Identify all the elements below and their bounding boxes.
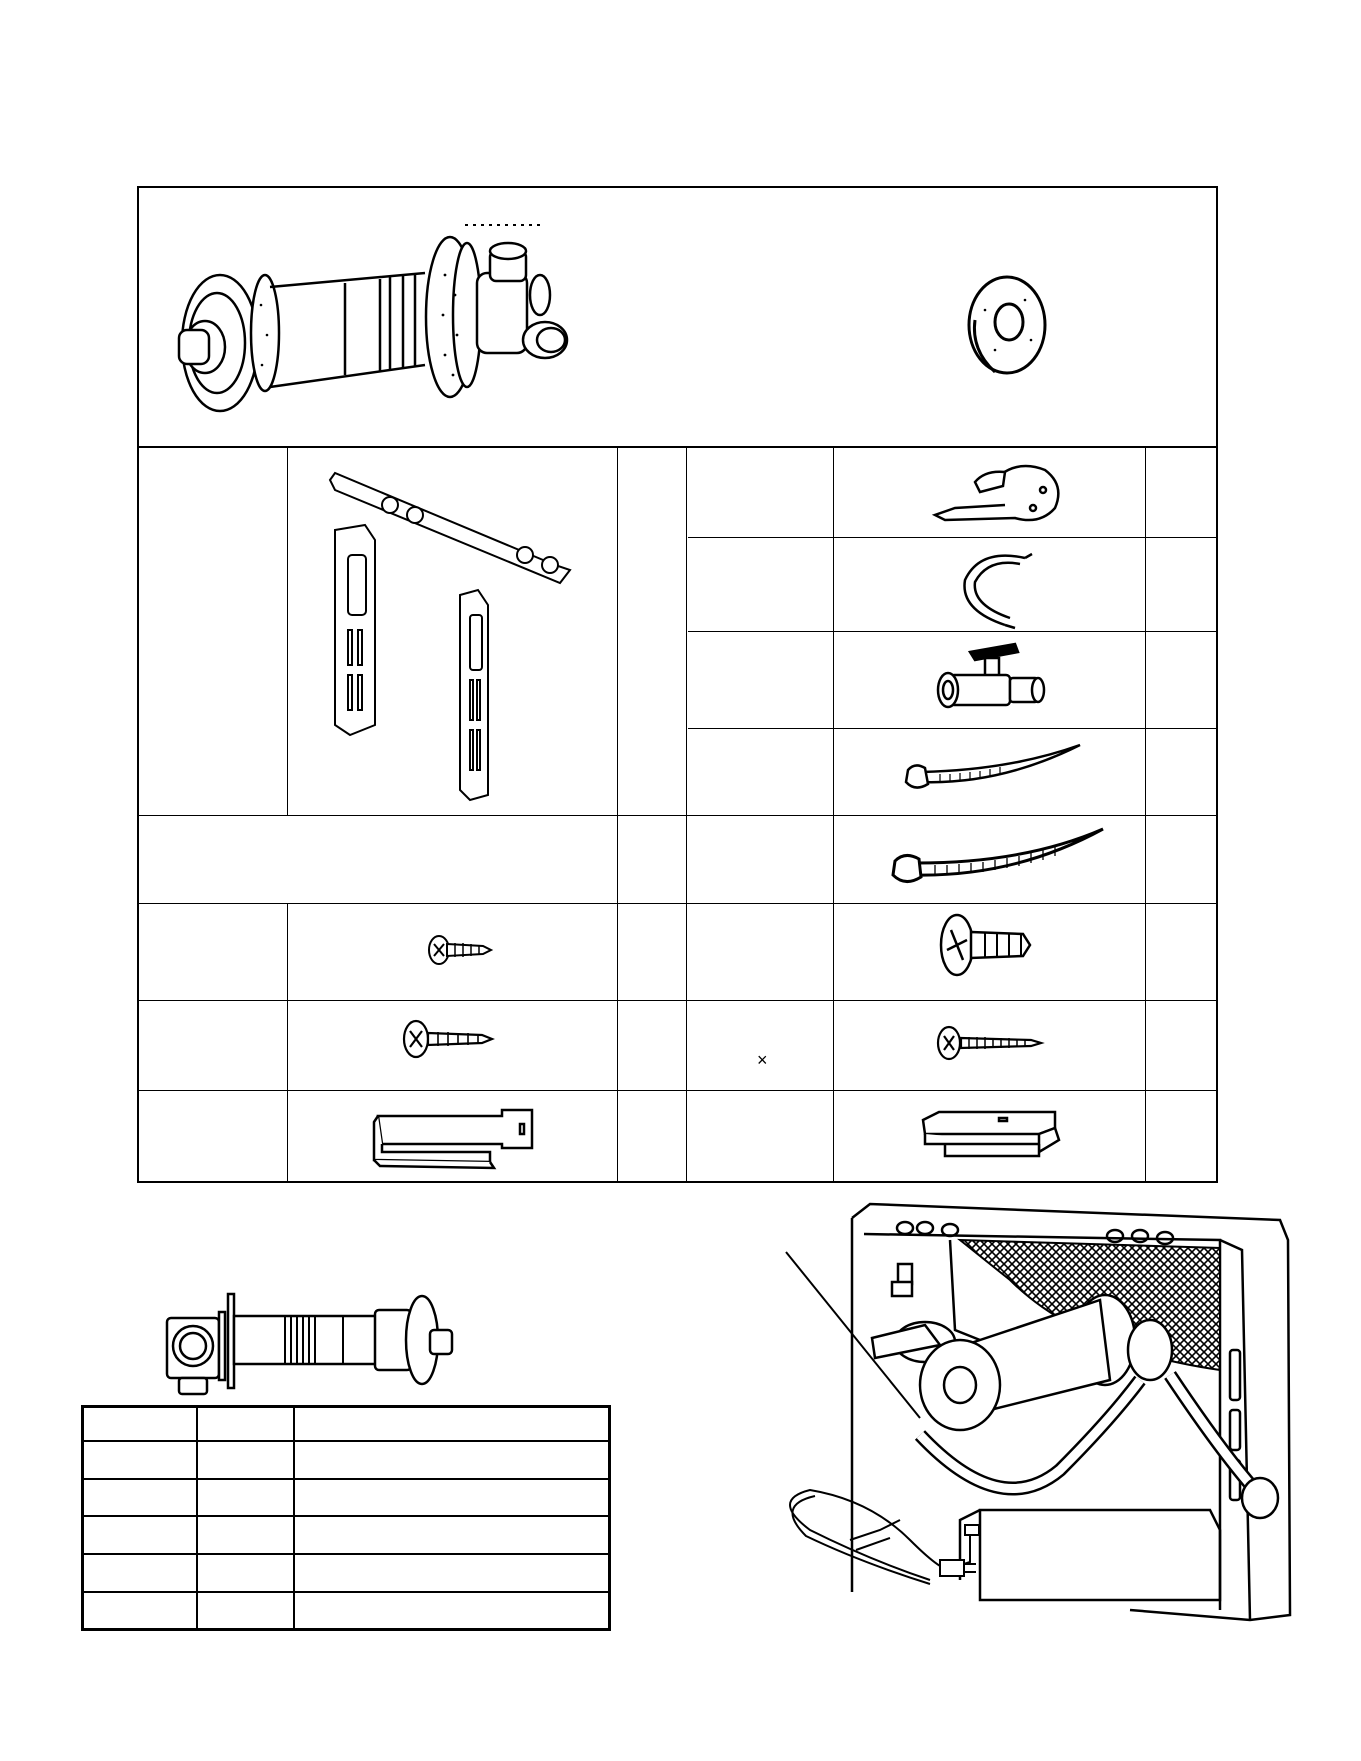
cable-tie-icon xyxy=(900,740,1090,800)
vent-pipe-assembly-icon xyxy=(165,215,585,415)
screw-icon xyxy=(400,1017,495,1061)
vent-pipe-side-icon xyxy=(165,1290,475,1400)
screw-icon xyxy=(425,932,495,968)
cable-tie-icon xyxy=(885,825,1115,895)
heater-rear-view-icon xyxy=(780,1200,1290,1620)
wall-brackets-icon xyxy=(320,465,600,805)
hose-clip-icon xyxy=(925,460,1075,530)
multiply-sign: × xyxy=(757,1050,768,1070)
gas-valve-icon xyxy=(930,640,1050,720)
screw-icon xyxy=(935,1023,1045,1063)
channel-bracket-icon xyxy=(915,1110,1065,1166)
c-clamp-icon xyxy=(940,550,1040,630)
gasket-ring-icon xyxy=(955,270,1055,380)
channel-bracket-icon xyxy=(370,1108,540,1172)
flat-head-screw-icon xyxy=(935,910,1035,980)
